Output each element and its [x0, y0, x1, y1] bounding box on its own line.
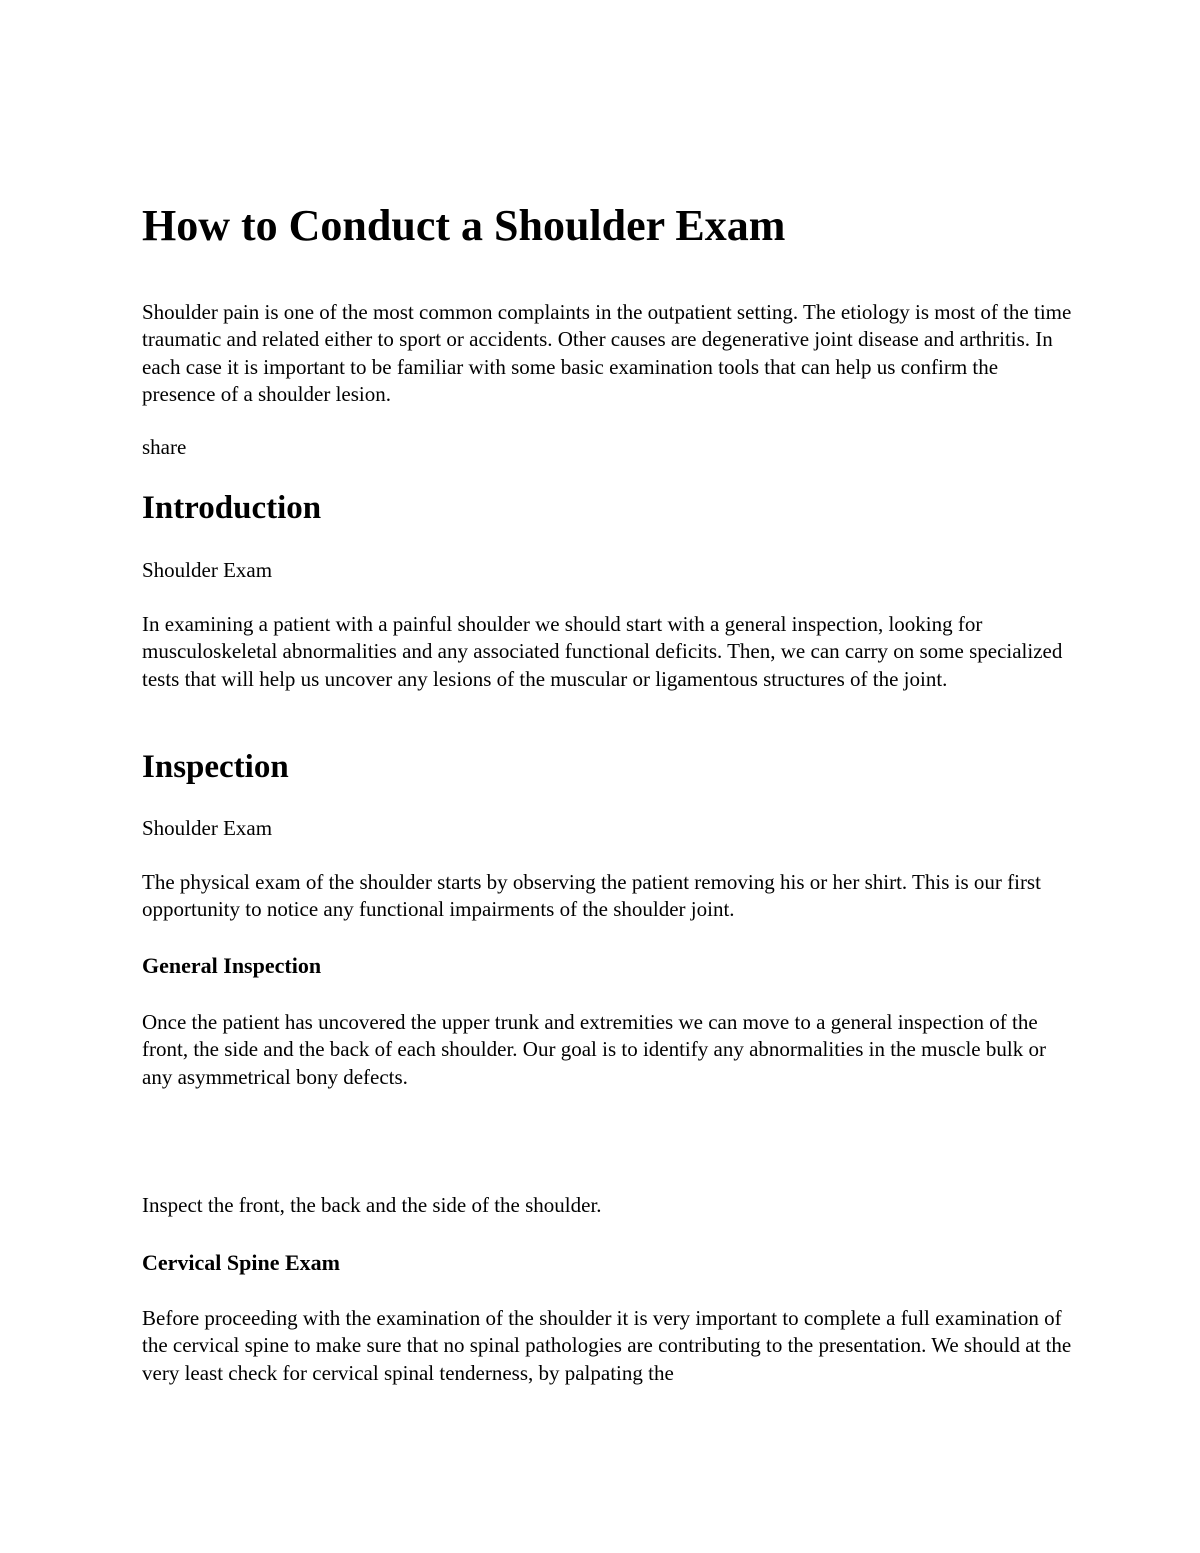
introduction-paragraph: In examining a patient with a painful shoulder we should start with a general inspection, looking for musculoskeletal abnormalities and any associated functional deficits. Then, we can carry on some specialized tests that will help us uncover any lesions of the muscular or ligamentous structures of the joint. [142, 612, 1063, 691]
inspection-caption: Shoulder Exam [142, 816, 273, 840]
inspection-heading: Inspection [142, 749, 289, 785]
inspection-paragraph: The physical exam of the shoulder starts by observing the patient removing his or her shirt. This is our first opportunity to notice any functional impairments of the shoulder joint. [142, 870, 1041, 922]
introduction-heading: Introduction [142, 490, 322, 526]
general-inspection-caption: Inspect the front, the back and the side of the shoulder. [142, 1193, 602, 1217]
introduction-caption: Shoulder Exam [142, 558, 273, 582]
general-inspection-heading: General Inspection [142, 953, 322, 978]
intro-paragraph: Shoulder pain is one of the most common complaints in the outpatient setting. The etiology is most of the time traumatic and related either to sport or accidents. Other causes are degenerative joint disease and arthritis. In each case it is important to be familiar with some basic examination tools that can help us confirm the presence of a shoulder lesion. [142, 300, 1072, 406]
general-inspection-paragraph: Once the patient has uncovered the upper trunk and extremities we can move to a general inspection of the front, the side and the back of each shoulder. Our goal is to identify any abnormalities in the muscle bulk or any asymmetrical bony defects. [142, 1010, 1046, 1089]
cervical-spine-exam-heading: Cervical Spine Exam [142, 1250, 340, 1275]
document-title: How to Conduct a Shoulder Exam [142, 201, 786, 250]
share-link[interactable]: share [142, 435, 187, 459]
cervical-spine-exam-paragraph: Before proceeding with the examination of the shoulder it is very important to complete a full examination of the cervical spine to make sure that no spinal pathologies are contributing to the presentation. We should at the very least check for cervical spinal tenderness, by palpating the [142, 1306, 1072, 1385]
